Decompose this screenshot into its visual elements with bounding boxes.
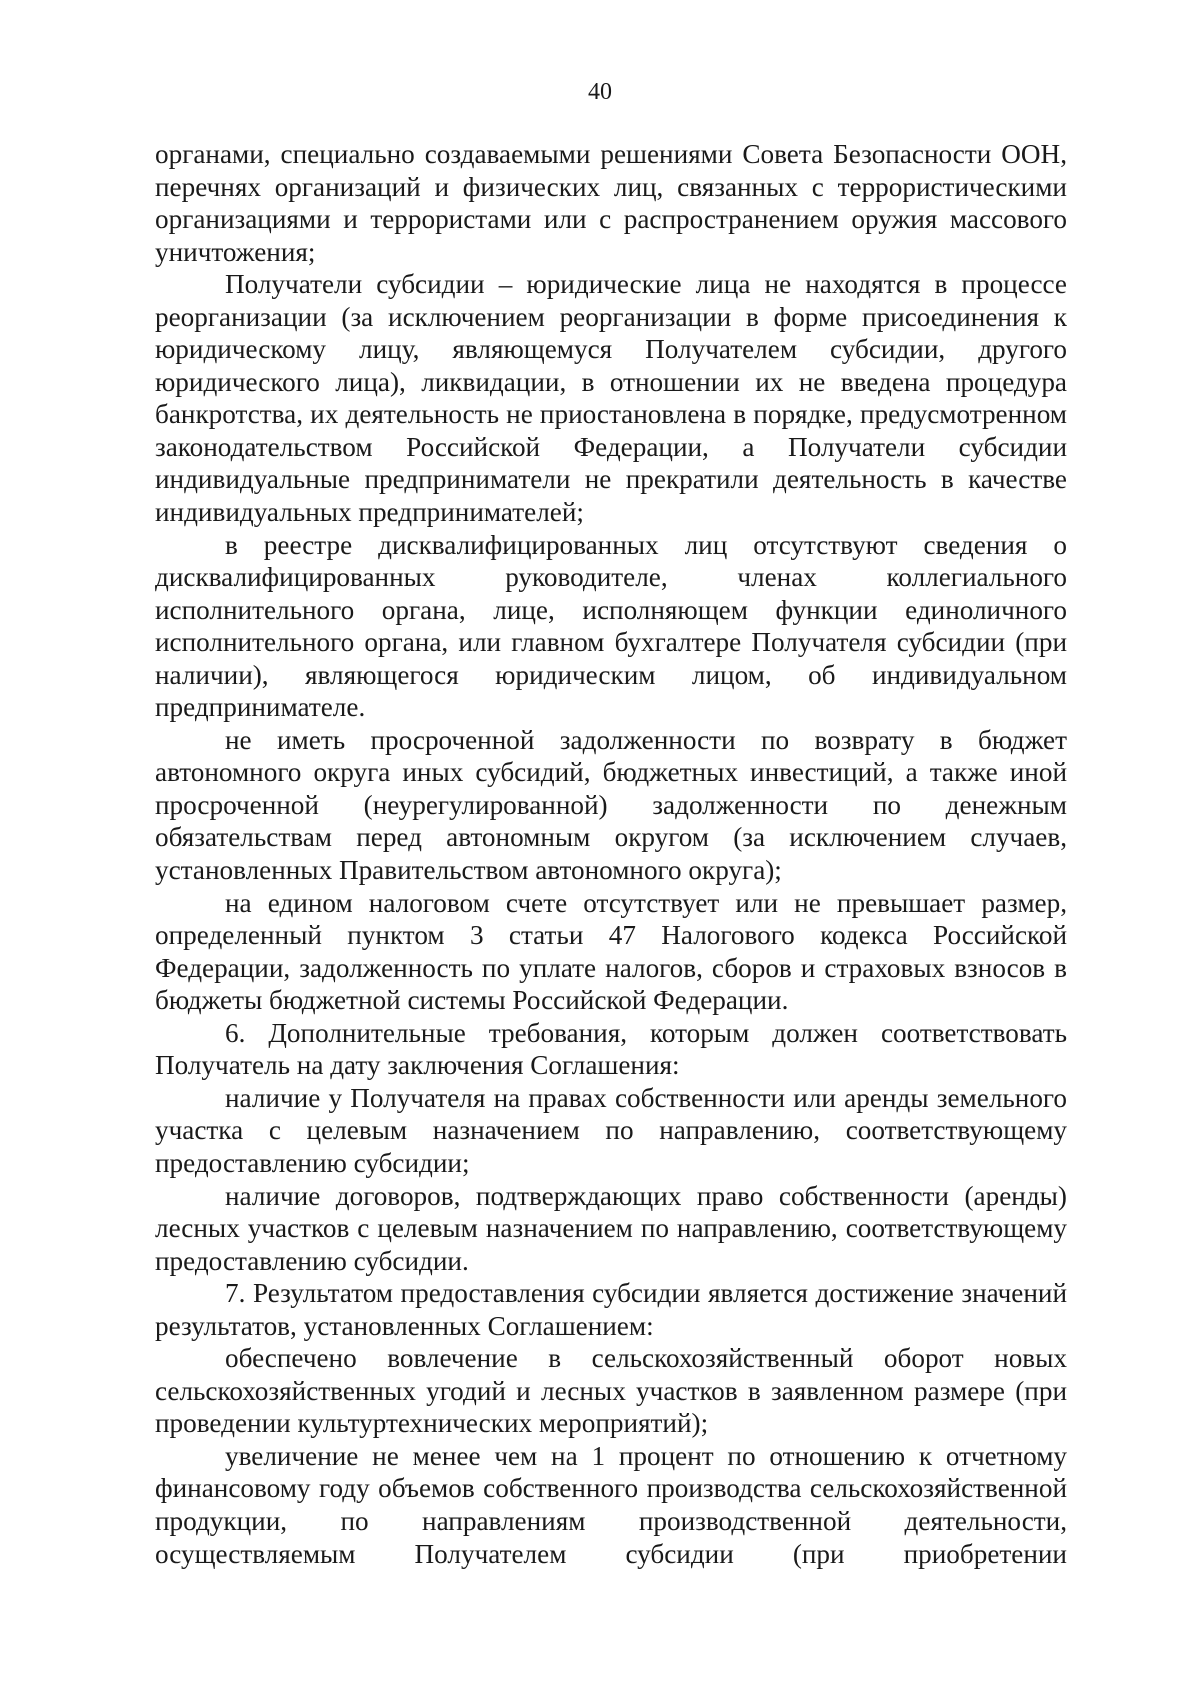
- document-body: [155, 138, 1067, 1570]
- paragraph-section-6: 6. Дополнительные требования, которым должен соответствовать Получатель на дату заключения Соглашения:: [155, 1017, 1067, 1081]
- paragraph-overdue-debt: не иметь просроченной задолженности по возврату в бюджет автономного округа иных субсидий, бюджетных инвестиций, а также иной просроченной (неурегулированной) задолженности по денежным обязательствам перед автономным округом (за исключением случаев, установленных Правительством автономного округа);: [155, 724, 1067, 886]
- paragraph-section-7: 7. Результатом предоставления субсидии является достижение значений результатов, установленных Соглашением:: [155, 1278, 1067, 1341]
- page-number: 40: [588, 79, 612, 105]
- paragraph-land-plot: наличие у Получателя на правах собственности или аренды земельного участка с целевым назначением по направлению, соответствующему предоставлению субсидии;: [155, 1082, 1067, 1178]
- paragraph-un-lists: органами, специально создаваемыми решениями Совета Безопасности ООН, перечнях организаций и физических лиц, связанных с террористическими организациями и террористами или с распространением оружия массового уничтожения;: [155, 139, 1067, 267]
- paragraph-agricultural-turnover: обеспечено вовлечение в сельскохозяйственный оборот новых сельскохозяйственных угодий и лесных участков в заявленном размере (при проведении культуртехнических мероприятий);: [155, 1343, 1067, 1439]
- paragraph-production-increase: увеличение не менее чем на 1 процент по отношению к отчетному финансовому году объемов собственного производства сельскохозяйственной продукции, по направлениям производственной деятельности, осуществляемым Получателем субсидии (при приобретении: [155, 1440, 1067, 1569]
- paragraph-forest-plots: наличие договоров, подтверждающих право собственности (аренды) лесных участков с целевым назначением по направлению, соответствующему предоставлению субсидии.: [155, 1180, 1067, 1276]
- paragraph-tax-account: на едином налоговом счете отсутствует или не превышает размер, определенный пунктом 3 статьи 47 Налогового кодекса Российской Федерации, задолженность по уплате налогов, сборов и страховых взносов в бюджеты бюджетной системы Российской Федерации.: [155, 887, 1067, 1016]
- paragraph-disqualified-registry: в реестре дисквалифицированных лиц отсутствуют сведения о дисквалифицированных руководителе, членах коллегиального исполнительного органа, лице, исполняющем функции единоличного исполнительного органа, или главном бухгалтере Получателя субсидии (при наличии), являющегося юридическим лицом, об индивидуальном предпринимателе.: [155, 529, 1067, 723]
- paragraph-reorganization: Получатели субсидии – юридические лица не находятся в процессе реорганизации (за исключением реорганизации в форме присоединения к юридическому лицу, являющемуся Получателем субсидии, другого юридического лица), ликвидации, в отношении их не введена процедура банкротства, их деятельность не приостановлена в порядке, предусмотренном законодательством Российской Федерации, а Получатели субсидии индивидуальные предприниматели не прекратили деятельность в качестве индивидуальных предпринимателей;: [155, 269, 1067, 528]
